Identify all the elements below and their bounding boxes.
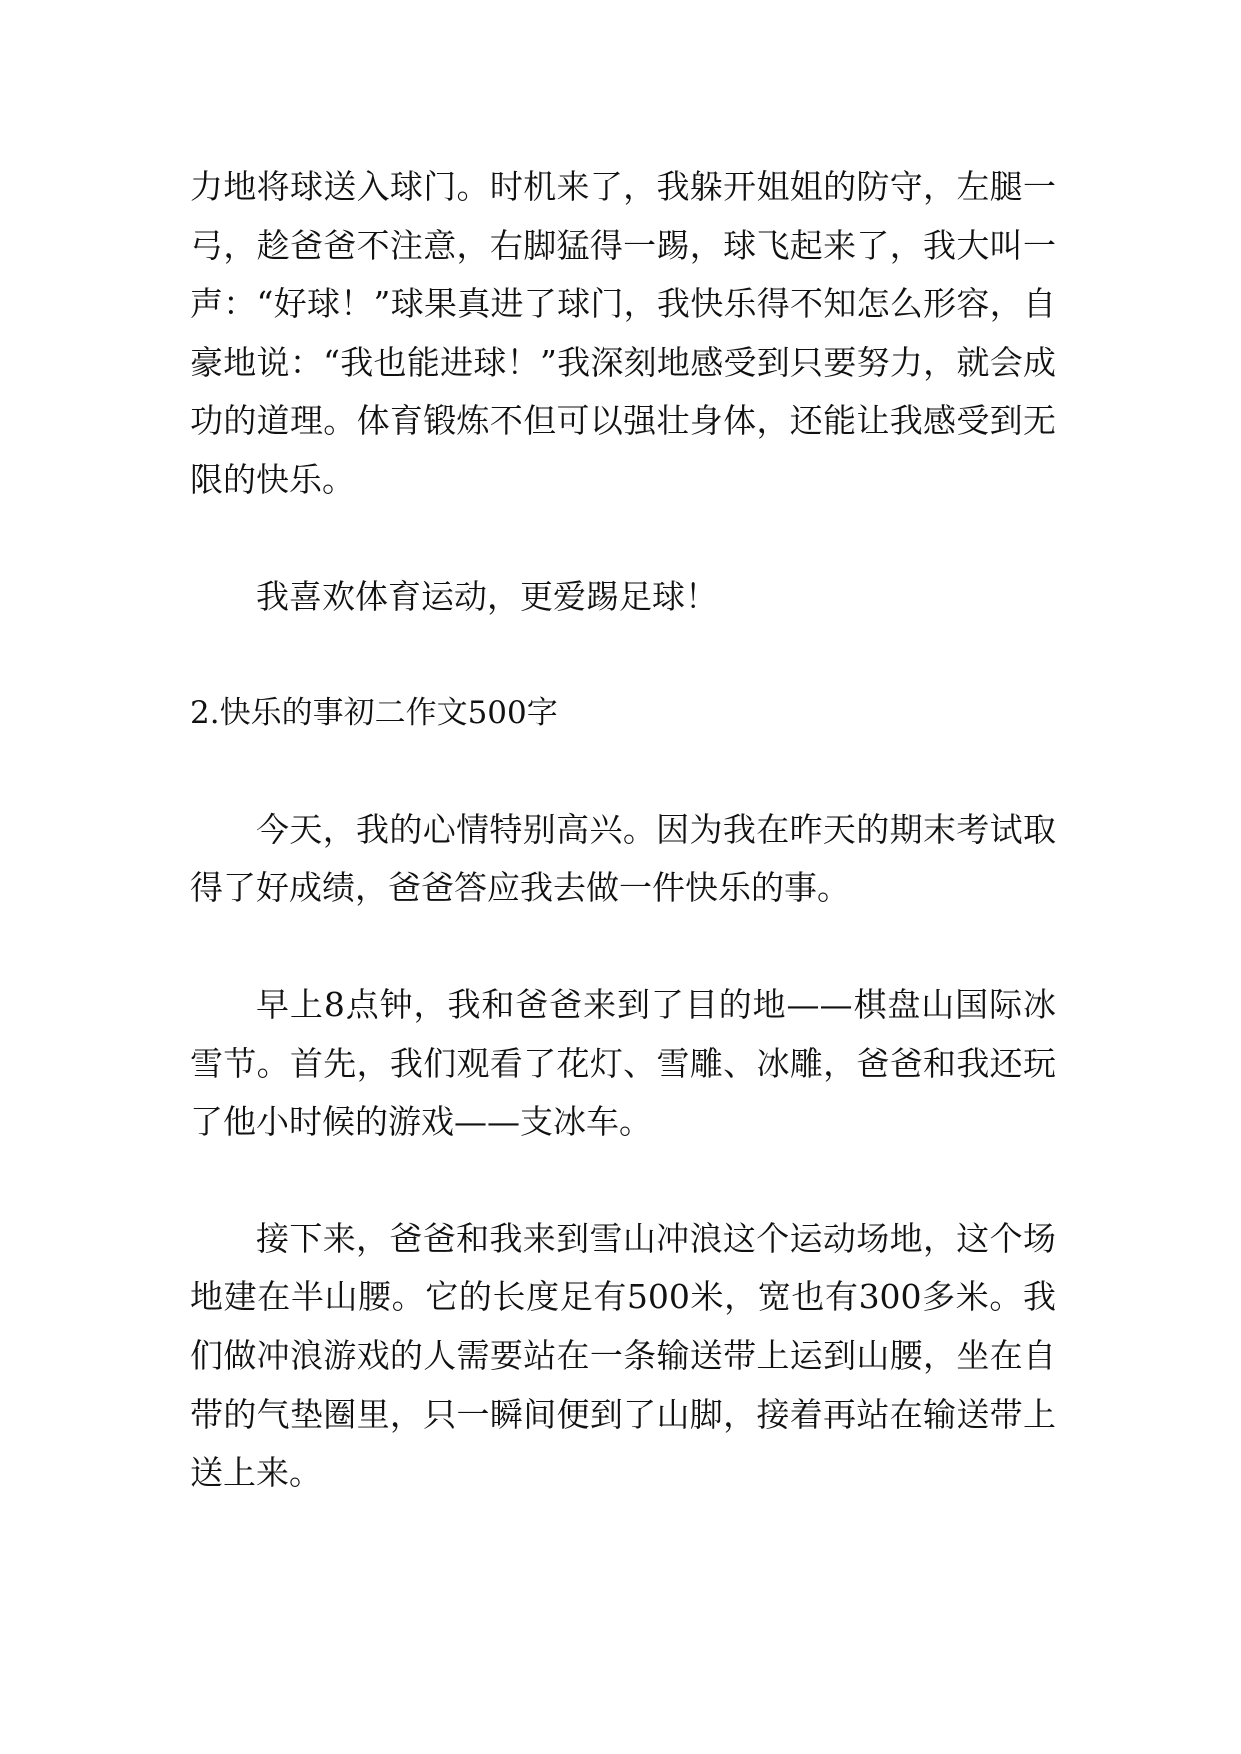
essay-title: 2.快乐的事初二作文500字 (190, 695, 558, 732)
paragraph-ice-festival: 早上8点钟，我和爸爸来到了目的地——棋盘山国际冰雪节。首先，我们观看了花灯、雪雕、冰雕，爸爸和我还玩了他小时候的游戏——支冰车。 (190, 984, 1056, 1142)
document-page (190, 158, 1056, 1503)
paragraph-football-conclusion: 我喜欢体育运动，更爱踢足球！ (256, 576, 718, 616)
paragraph-snow-surfing: 接下来，爸爸和我来到雪山冲浪这个运动场地，这个场地建在半山腰。它的长度足有500米，宽也有300多米。我们做冲浪游戏的人需要站在一条输送带上运到山腰，坐在自带的气垫圈里，只一瞬间便到了山脚，接着再站在输送带上送上来。 (190, 1218, 1056, 1493)
paragraph-continuation: 力地将球送入球门。时机来了，我躲开姐姐的防守，左腿一弓，趁爸爸不注意，右脚猛得一踢，球飞起来了，我大叫一声：“好球！”球果真进了球门，我快乐得不知怎么形容，自豪地说：“我也能进球！”我深刻地感受到只要努力，就会成功的道理。体育锻炼不但可以强壮身体，还能让我感受到无限的快乐。 (190, 167, 1056, 499)
paragraph-intro: 今天，我的心情特别高兴。因为我在昨天的期末考试取得了好成绩，爸爸答应我去做一件快乐的事。 (190, 809, 1056, 908)
